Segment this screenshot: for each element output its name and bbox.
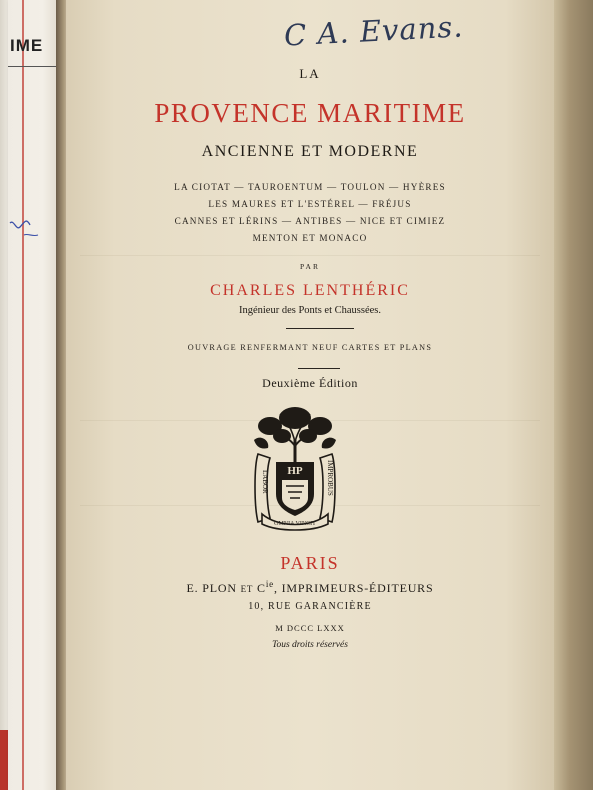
work-note: OUVRAGE RENFERMANT NEUF CARTES ET PLANS bbox=[187, 343, 433, 352]
places-line-2: LES MAURES ET L'ESTÉREL — FRÉJUS bbox=[208, 199, 412, 209]
printer-mark-motto-right: IMPROBUS bbox=[326, 460, 334, 496]
divider-rule bbox=[298, 368, 340, 369]
printer-mark-monogram: HP bbox=[287, 465, 303, 477]
publisher-role: , IMPRIMEURS-ÉDITEURS bbox=[273, 581, 434, 595]
places-line-3: CANNES ET LÉRINS — ANTIBES — NICE ET CIMIEZ bbox=[174, 216, 446, 226]
publisher-cie-sup: ie bbox=[265, 579, 274, 589]
subtitle: ANCIENNE ET MODERNE bbox=[201, 143, 419, 160]
title-article: LA bbox=[299, 66, 321, 81]
main-title: PROVENCE MARITIME bbox=[154, 98, 466, 128]
printer-mark-motto-bottom: OMNIA VINCIT bbox=[274, 521, 316, 527]
show-through-line bbox=[80, 255, 540, 256]
publication-city: PARIS bbox=[280, 553, 340, 573]
publication-year: M DCCC LXXX bbox=[275, 623, 345, 633]
printer-mark-emblem bbox=[248, 406, 342, 532]
ink-scribble-icon bbox=[8, 205, 58, 245]
by-label: PAR bbox=[300, 262, 320, 271]
edition: Deuxième Édition bbox=[262, 376, 358, 390]
publisher-address: 10, RUE GARANCIÈRE bbox=[248, 601, 372, 612]
previous-page-text-fragment: IME bbox=[10, 36, 44, 55]
publisher-et: ET bbox=[240, 584, 254, 594]
publisher-cie: C bbox=[257, 581, 266, 595]
places-line-4: MENTON ET MONACO bbox=[252, 233, 368, 243]
publisher-name: E. PLON bbox=[186, 581, 237, 595]
margin-red-line bbox=[22, 0, 24, 790]
previous-page-edge bbox=[8, 0, 58, 790]
author-name: CHARLES LENTHÉRIC bbox=[210, 282, 410, 299]
publisher-line bbox=[66, 579, 554, 596]
rights-notice: Tous droits réservés bbox=[272, 640, 348, 650]
divider-rule bbox=[286, 328, 354, 329]
printer-mark-motto-left: LABOR bbox=[261, 470, 269, 494]
author-title: Ingénieur des Ponts et Chaussées. bbox=[238, 305, 382, 316]
places-line-1: LA CIOTAT — TAUROENTUM — TOULON — HYÈRES bbox=[174, 182, 446, 192]
page-stack-edge bbox=[554, 0, 593, 790]
owner-signature: C A. Evans. bbox=[283, 9, 465, 53]
previous-page-divider bbox=[8, 66, 58, 67]
